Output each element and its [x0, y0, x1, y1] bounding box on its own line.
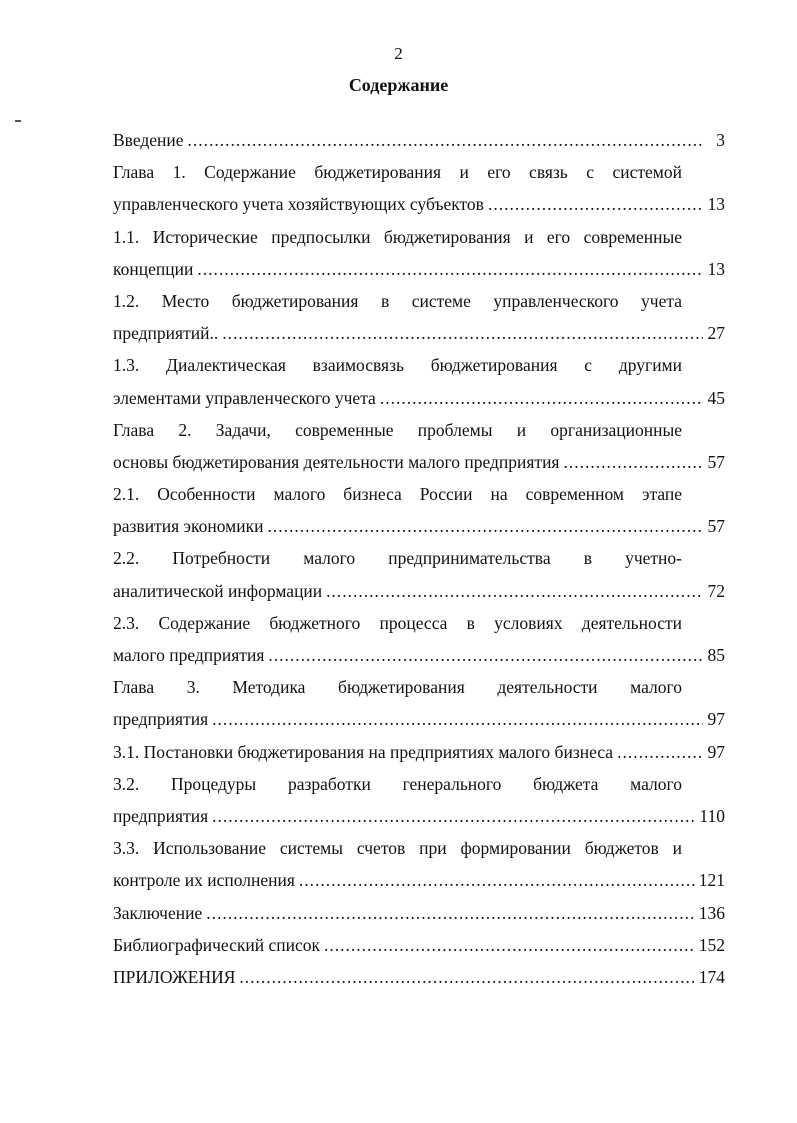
toc-page-number: 97 [707, 741, 725, 762]
toc-page-number: 152 [698, 934, 725, 955]
toc-entry-line: Глава 3. Методика бюджетирования деятельности малого [113, 677, 682, 698]
toc-entry[interactable] [113, 446, 725, 478]
toc-entry-title: Библиографический список [113, 934, 321, 955]
toc-entry[interactable] [113, 124, 725, 156]
toc-entry-line: 1.1. Исторические предпосылки бюджетирования и его современные [113, 226, 682, 247]
toc-page-number: 72 [707, 580, 725, 601]
toc-entry[interactable] [113, 188, 725, 220]
toc-page-number: 57 [707, 516, 725, 537]
dot-leader [488, 188, 703, 220]
toc-entry[interactable] [113, 317, 725, 349]
dot-leader [268, 639, 703, 671]
dot-leader [222, 317, 703, 349]
toc-entry-title: контроле их исполнения [113, 870, 295, 891]
toc-page-number: 174 [698, 966, 725, 987]
toc-entry-title: аналитической информации [113, 580, 323, 601]
toc-entry-line: Глава 2. Задачи, современные проблемы и организационные [113, 419, 682, 440]
toc-page-number: 45 [707, 387, 725, 408]
toc-entry[interactable] [113, 929, 725, 961]
page-title: Содержание [348, 75, 449, 95]
toc-entry-title: предприятия [113, 805, 209, 826]
dot-leader [324, 929, 695, 961]
dot-leader [239, 961, 694, 993]
toc-entry[interactable] [113, 253, 725, 285]
toc-entry-line: 2.2. Потребности малого предпринимательства в учетно- [113, 548, 682, 569]
toc-page-number: 3 [716, 130, 725, 150]
toc-entry[interactable] [113, 639, 725, 671]
dot-leader [326, 575, 703, 607]
toc-entry-line: 1.3. Диалектическая взаимосвязь бюджетирования с другими [113, 355, 682, 376]
table-of-contents [113, 124, 725, 993]
toc-page-number: 13 [707, 194, 725, 215]
toc-page-number: 85 [707, 645, 725, 665]
toc-entry[interactable] [113, 510, 725, 542]
toc-page-number: 97 [707, 709, 725, 730]
toc-page-number: 57 [707, 451, 725, 472]
toc-entry-title: развития экономики [113, 516, 264, 537]
toc-entry-title: Введение [113, 130, 184, 150]
toc-entry[interactable] [113, 382, 725, 414]
dot-leader [206, 897, 695, 929]
toc-page-number: 27 [707, 323, 725, 344]
toc-entry-title: Заключение [113, 902, 203, 923]
toc-entry-line: 1.2. Место бюджетирования в системе управленческого учета [113, 290, 682, 311]
toc-entry-line: 2.3. Содержание бюджетного процесса в условиях деятельности [113, 612, 682, 633]
toc-entry-title: основы бюджетирования деятельности малого предприятия [113, 451, 560, 472]
dot-leader [380, 382, 703, 414]
scan-artifact-mark [15, 120, 21, 122]
dot-leader [197, 253, 703, 285]
toc-entry[interactable] [113, 703, 725, 735]
toc-entry-line: 2.1. Особенности малого бизнеса России на современном этапе [113, 484, 682, 505]
dot-leader [267, 510, 703, 542]
toc-entry-title: концепции [113, 258, 194, 279]
toc-entry-title: предприятия [113, 709, 209, 730]
toc-entry[interactable] [113, 864, 725, 896]
toc-entry-title: ПРИЛОЖЕНИЯ [113, 966, 236, 987]
toc-entry[interactable] [113, 736, 725, 768]
toc-entry[interactable] [113, 800, 725, 832]
toc-page-number: 110 [699, 805, 725, 826]
toc-entry-line: 3.3. Использование системы счетов при формировании бюджетов и [113, 838, 682, 859]
toc-entry-line: Глава 1. Содержание бюджетирования и его связь с системой [113, 162, 682, 183]
toc-entry[interactable] [113, 575, 725, 607]
toc-entry-title: 3.1. Постановки бюджетирования на предприятиях малого бизнеса [113, 741, 614, 762]
dot-leader [212, 703, 703, 735]
dot-leader [617, 736, 703, 768]
toc-entry[interactable] [113, 961, 725, 993]
toc-entry-title: предприятий.. [113, 323, 219, 344]
page-number: 2 [394, 44, 403, 63]
toc-entry-title: управленческого учета хозяйствующих субъектов [113, 194, 484, 215]
dot-leader [188, 124, 703, 156]
dot-leader [299, 864, 695, 896]
toc-entry-line: 3.2. Процедуры разработки генерального бюджета малого [113, 773, 682, 794]
toc-page-number: 121 [698, 870, 725, 891]
dot-leader [212, 800, 695, 832]
dot-leader [563, 446, 703, 478]
toc-entry[interactable] [113, 897, 725, 929]
toc-page-number: 136 [698, 902, 725, 923]
toc-entry-title: элементами управленческого учета [113, 387, 376, 408]
toc-entry-title: малого предприятия [113, 645, 265, 665]
toc-page-number: 13 [707, 258, 725, 279]
